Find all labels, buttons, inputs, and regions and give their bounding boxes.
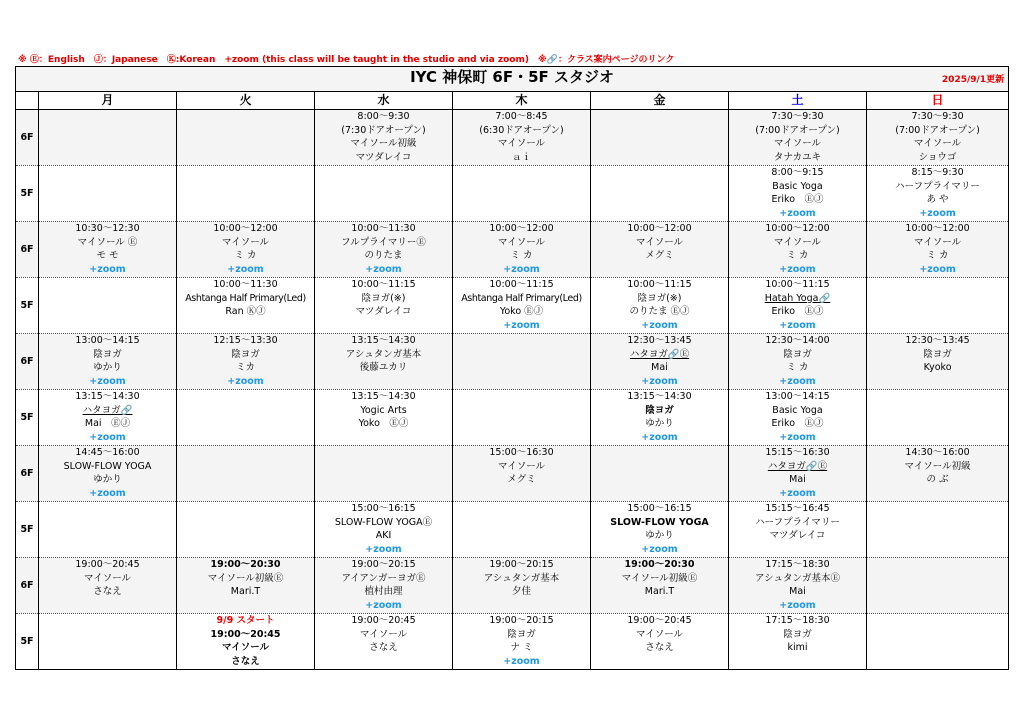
class-detail: マイソール [359, 628, 408, 640]
class-time: 15:00～16:15 [351, 503, 416, 514]
class-cell-mon [39, 222, 177, 278]
schedule-row [16, 110, 1009, 166]
class-detail: ミカ [235, 362, 255, 373]
class-cell-fri [591, 334, 729, 390]
class-cell-sun [867, 166, 1009, 222]
day-header-sat: 土 [729, 92, 867, 110]
class-detail: マツダレイコ [769, 530, 826, 541]
class-cell-mon [39, 558, 177, 614]
class-time: 10:00～12:00 [765, 223, 830, 234]
class-cell-tue [177, 390, 315, 446]
class-cell-mon [39, 278, 177, 334]
floor-label: 5F [16, 166, 39, 222]
class-detail: ゆかり [645, 530, 674, 541]
class-time: 19:00～20:30 [210, 559, 281, 570]
class-cell-tue [177, 166, 315, 222]
class-detail: ゆかり [93, 474, 122, 485]
class-time: 10:00～12:00 [489, 223, 554, 234]
class-cell-sun [867, 110, 1009, 166]
floor-label: 6F [16, 334, 39, 390]
class-cell-wed [315, 390, 453, 446]
schedule-row [16, 166, 1009, 222]
floor-label: 5F [16, 502, 39, 558]
class-detail: SLOW-FLOW YOGAⒺ [334, 516, 433, 528]
class-cell-tue [177, 502, 315, 558]
class-cell-wed [315, 502, 453, 558]
class-cell-sun [867, 502, 1009, 558]
class-time: 10:00～12:00 [213, 223, 278, 234]
class-detail: 陰ヨガ [783, 348, 812, 360]
class-detail: ナ ミ [510, 642, 533, 653]
page-title: IYC 神保町 6F・5F スタジオ [410, 68, 615, 87]
class-detail: Mai ⒺⒿ [84, 418, 131, 429]
class-cell-fri [591, 278, 729, 334]
class-detail: kimi [787, 642, 808, 653]
zoom-badge: +zoom [365, 263, 402, 275]
class-time: 15:15～16:45 [765, 503, 830, 514]
floor-label: 5F [16, 278, 39, 334]
class-cell-fri [591, 446, 729, 502]
class-detail: フルプライマリーⒺ [341, 236, 426, 248]
class-cell-sat [729, 502, 867, 558]
class-detail: Basic Yoga [772, 404, 823, 416]
class-detail: ａｉ [511, 151, 531, 163]
class-detail: (7:00ドアオープン) [755, 124, 840, 136]
schedule-row [16, 614, 1009, 670]
class-cell-tue [177, 558, 315, 614]
schedule-row [16, 502, 1009, 558]
class-link[interactable]: ハタヨガ🔗Ⓔ [629, 348, 690, 360]
schedule-row [16, 446, 1009, 502]
class-detail: SLOW-FLOW YOGA [610, 516, 709, 528]
class-detail: マツダレイコ [355, 151, 412, 163]
class-cell-sat [729, 222, 867, 278]
class-detail: Yoko ⒺⒿ [358, 418, 409, 429]
class-time: 10:00～12:00 [627, 223, 692, 234]
class-detail: 陰ヨガ [923, 348, 952, 360]
class-time: 14:30～16:00 [905, 447, 970, 458]
zoom-badge: +zoom [89, 375, 126, 387]
class-detail: Eriko ⒺⒿ [771, 306, 824, 317]
corner-cell [16, 92, 39, 110]
class-detail: マイソール [913, 236, 962, 248]
class-cell-tue [177, 334, 315, 390]
zoom-badge: +zoom [89, 431, 126, 443]
class-time: 7:30～9:30 [771, 111, 824, 122]
schedule-row [16, 558, 1009, 614]
class-cell-wed [315, 222, 453, 278]
class-cell-wed [315, 110, 453, 166]
class-time: 13:00～14:15 [765, 391, 830, 402]
zoom-badge: +zoom [919, 207, 956, 219]
class-cell-wed [315, 166, 453, 222]
updated-date: 2025/9/1更新 [941, 75, 1005, 85]
class-cell-mon [39, 446, 177, 502]
class-detail: Ashtanga Half Primary(Led) [461, 292, 582, 304]
class-time: 12:30～14:00 [765, 335, 830, 346]
class-cell-fri [591, 558, 729, 614]
class-time: 12:30～13:45 [627, 335, 692, 346]
class-detail: 夕佳 [511, 586, 531, 597]
zoom-badge: +zoom [503, 655, 540, 667]
zoom-badge: +zoom [779, 431, 816, 443]
class-cell-mon [39, 110, 177, 166]
class-time: 10:00～11:15 [765, 279, 830, 290]
class-detail: マイソール [773, 236, 822, 248]
class-cell-tue [177, 446, 315, 502]
day-header-row [16, 92, 1009, 110]
class-detail: 後藤ユカリ [359, 362, 408, 373]
class-cell-sat [729, 278, 867, 334]
class-detail: ハーフプライマリー [755, 516, 840, 528]
class-detail: のりたま ⒺⒿ [629, 306, 690, 317]
class-cell-sun [867, 614, 1009, 670]
class-time: 13:15～14:30 [627, 391, 692, 402]
class-cell-tue [177, 278, 315, 334]
class-detail: メグミ [645, 250, 674, 261]
zoom-badge: +zoom [779, 263, 816, 275]
class-detail: アイアンガーヨガⒺ [341, 572, 426, 584]
class-detail: Ran ⓀⒿ [225, 306, 266, 317]
class-time: 10:00～11:15 [351, 279, 416, 290]
class-detail: さなえ [369, 642, 398, 653]
day-header-tue: 火 [177, 92, 315, 110]
class-detail: マイソール [83, 572, 132, 584]
class-detail: Yogic Arts [360, 404, 407, 416]
class-cell-wed [315, 334, 453, 390]
schedule-row [16, 390, 1009, 446]
legend-note: ※ Ⓔ：English Ⓙ：Japanese Ⓚ:Korean +zoom (this class will be taught in the studio and via zoom) ※🔗：クラス案内ページのリンク [18, 55, 675, 65]
class-detail: Kyoko [923, 362, 952, 373]
class-cell-thu [453, 390, 591, 446]
class-detail: Basic Yoga [772, 180, 823, 192]
class-detail: 19:00～20:45 [210, 628, 281, 640]
class-cell-thu [453, 502, 591, 558]
floor-label: 6F [16, 558, 39, 614]
class-time: 10:00～11:15 [489, 279, 554, 290]
class-cell-sat [729, 166, 867, 222]
class-cell-thu [453, 558, 591, 614]
class-cell-thu [453, 334, 591, 390]
zoom-badge: +zoom [779, 375, 816, 387]
class-time: 8:00～9:30 [357, 111, 410, 122]
zoom-badge: +zoom [227, 375, 264, 387]
floor-label: 6F [16, 110, 39, 166]
class-link[interactable]: ハタヨガ🔗 [82, 404, 133, 416]
class-detail: (7:00ドアオープン) [895, 124, 980, 136]
class-cell-sun [867, 334, 1009, 390]
class-detail: マイソール [221, 236, 270, 248]
class-time: 13:15～14:30 [75, 391, 140, 402]
class-time: 12:15～13:30 [213, 335, 278, 346]
zoom-badge: +zoom [779, 207, 816, 219]
zoom-badge: +zoom [779, 599, 816, 611]
class-time: 10:00～11:30 [213, 279, 278, 290]
class-detail: のりたま [364, 250, 403, 261]
class-cell-mon [39, 334, 177, 390]
class-detail: 陰ヨガ(※) [637, 292, 682, 304]
day-header-sun: 日 [867, 92, 1009, 110]
class-cell-thu [453, 614, 591, 670]
schedule-row [16, 222, 1009, 278]
class-detail: ミ カ [234, 250, 257, 261]
class-detail: ミ カ [786, 250, 809, 261]
class-detail: マイソール [497, 138, 546, 149]
class-time: 19:00～20:30 [624, 559, 695, 570]
class-detail: マイソール Ⓔ [77, 236, 138, 248]
title-cell [16, 67, 1009, 92]
class-detail: マイソール [635, 236, 684, 248]
class-cell-sun [867, 446, 1009, 502]
class-detail: マイソール [497, 460, 546, 472]
class-cell-fri [591, 166, 729, 222]
schedule-table [15, 66, 1009, 670]
class-detail: Eriko ⒺⒿ [771, 418, 824, 429]
class-time: 19:00～20:15 [489, 615, 554, 626]
class-cell-wed [315, 558, 453, 614]
class-time: 7:30～9:30 [911, 111, 964, 122]
class-cell-sat [729, 614, 867, 670]
class-detail: ゆかり [93, 362, 122, 373]
class-detail: マイソール [773, 138, 822, 149]
zoom-badge: +zoom [641, 543, 678, 555]
class-detail: マイソール初級Ⓔ [621, 572, 698, 584]
class-cell-thu [453, 166, 591, 222]
class-cell-mon [39, 614, 177, 670]
zoom-badge: +zoom [641, 375, 678, 387]
floor-label: 5F [16, 390, 39, 446]
zoom-badge: +zoom [641, 431, 678, 443]
class-detail: ハーフプライマリー [895, 180, 980, 192]
class-time: 10:00～12:00 [905, 223, 970, 234]
class-detail: 陰ヨガ [645, 404, 674, 416]
schedule-row [16, 334, 1009, 390]
class-detail: アシュタンガ基本Ⓔ [755, 572, 840, 584]
class-detail: ミ カ [786, 362, 809, 373]
class-time: 7:00～8:45 [495, 111, 548, 122]
class-detail: メグミ [507, 474, 536, 485]
class-detail: Ashtanga Half Primary(Led) [185, 292, 306, 304]
class-time: 10:00～11:30 [351, 223, 416, 234]
class-detail: 植村由理 [364, 586, 403, 597]
day-header-fri: 金 [591, 92, 729, 110]
floor-label: 5F [16, 614, 39, 670]
class-detail: さなえ [231, 655, 260, 667]
class-detail: モ モ [96, 250, 119, 261]
class-detail: マイソール [913, 138, 962, 149]
zoom-badge: +zoom [779, 487, 816, 499]
class-time: 15:15～16:30 [765, 447, 830, 458]
class-detail: アシュタンガ基本 [345, 348, 422, 360]
class-time: 10:00～11:15 [627, 279, 692, 290]
zoom-badge: +zoom [365, 599, 402, 611]
class-cell-mon [39, 502, 177, 558]
class-detail: マイソール [497, 236, 546, 248]
class-cell-sat [729, 110, 867, 166]
class-detail: 陰ヨガ [783, 628, 812, 640]
class-time: 15:00～16:15 [627, 503, 692, 514]
class-detail: Mai [789, 474, 806, 485]
class-cell-sun [867, 558, 1009, 614]
schedule-row [16, 278, 1009, 334]
class-cell-sat [729, 558, 867, 614]
class-link[interactable]: Hatah Yoga🔗 [764, 292, 831, 304]
class-time: 10:30～12:30 [75, 223, 140, 234]
class-detail: (7:30ドアオープン) [341, 124, 426, 136]
zoom-badge: +zoom [919, 263, 956, 275]
class-detail: あ や [926, 194, 949, 205]
zoom-badge: +zoom [365, 543, 402, 555]
class-detail: Yoko ⒺⒿ [499, 306, 544, 317]
zoom-badge: +zoom [89, 263, 126, 275]
class-detail: Mai [651, 362, 668, 373]
class-detail: Mai [789, 586, 806, 597]
class-time: 19:00～20:15 [351, 559, 416, 570]
class-detail: アシュタンガ基本 [483, 572, 560, 584]
class-detail: さなえ [93, 586, 122, 597]
class-cell-thu [453, 278, 591, 334]
class-cell-thu [453, 446, 591, 502]
class-cell-sat [729, 390, 867, 446]
class-cell-sun [867, 390, 1009, 446]
class-cell-sun [867, 222, 1009, 278]
class-detail: Mari.T [644, 586, 675, 597]
class-time: 17:15～18:30 [765, 615, 830, 626]
class-detail: ミ カ [510, 250, 533, 261]
class-cell-sat [729, 334, 867, 390]
class-detail: マイソール [221, 642, 270, 653]
zoom-badge: +zoom [503, 319, 540, 331]
class-detail: マツダレイコ [355, 306, 412, 317]
class-detail: マイソール [635, 628, 684, 640]
class-cell-fri [591, 390, 729, 446]
class-time: 13:15～14:30 [351, 391, 416, 402]
class-cell-wed [315, 446, 453, 502]
class-link[interactable]: ハタヨガ🔗Ⓔ [767, 460, 828, 472]
class-cell-tue [177, 110, 315, 166]
class-detail: マイソール初級Ⓔ [207, 572, 284, 584]
class-time: 8:15～9:30 [911, 167, 964, 178]
class-detail: マイソール初級 [904, 460, 971, 472]
class-time: 13:15～14:30 [351, 335, 416, 346]
class-time: 19:00～20:45 [75, 559, 140, 570]
class-cell-fri [591, 110, 729, 166]
class-detail: さなえ [645, 642, 674, 653]
zoom-badge: +zoom [503, 263, 540, 275]
day-header-thu: 木 [453, 92, 591, 110]
class-time: 15:00～16:30 [489, 447, 554, 458]
day-header-mon: 月 [39, 92, 177, 110]
class-time: 17:15～18:30 [765, 559, 830, 570]
class-time: 13:00～14:15 [75, 335, 140, 346]
start-notice: 9/9 スタート [216, 615, 275, 626]
class-detail: Eriko ⒺⒿ [771, 194, 824, 205]
class-cell-fri [591, 222, 729, 278]
class-cell-sat [729, 446, 867, 502]
class-detail: SLOW-FLOW YOGA [63, 460, 152, 472]
class-cell-mon [39, 166, 177, 222]
class-cell-fri [591, 502, 729, 558]
class-detail: ミ カ [926, 250, 949, 261]
class-cell-thu [453, 222, 591, 278]
zoom-badge: +zoom [641, 319, 678, 331]
class-cell-sun [867, 278, 1009, 334]
class-detail: Mari.T [230, 586, 261, 597]
class-cell-wed [315, 278, 453, 334]
class-detail: マイソール初級 [350, 138, 417, 149]
class-detail: 陰ヨガ [93, 348, 122, 360]
class-detail: 陰ヨガ(※) [361, 292, 406, 304]
class-detail: (6:30ドアオープン) [479, 124, 564, 136]
class-detail: の ぶ [926, 474, 949, 485]
class-detail: 陰ヨガ [507, 628, 536, 640]
class-time: 19:00～20:45 [627, 615, 692, 626]
class-cell-thu [453, 110, 591, 166]
class-detail: AKI [375, 530, 392, 541]
class-detail: ショウゴ [918, 151, 957, 163]
class-time: 8:00～9:15 [771, 167, 824, 178]
class-time: 14:45～16:00 [75, 447, 140, 458]
class-detail: タナカユキ [773, 151, 822, 163]
class-time: 19:00～20:15 [489, 559, 554, 570]
floor-label: 6F [16, 222, 39, 278]
class-cell-tue [177, 222, 315, 278]
class-detail: 陰ヨガ [231, 348, 260, 360]
class-time: 19:00～20:45 [351, 615, 416, 626]
zoom-badge: +zoom [89, 487, 126, 499]
class-cell-tue [177, 614, 315, 670]
class-cell-wed [315, 614, 453, 670]
zoom-badge: +zoom [779, 319, 816, 331]
day-header-wed: 水 [315, 92, 453, 110]
floor-label: 6F [16, 446, 39, 502]
class-cell-mon [39, 390, 177, 446]
class-time: 12:30～13:45 [905, 335, 970, 346]
zoom-badge: +zoom [227, 263, 264, 275]
class-cell-fri [591, 614, 729, 670]
class-detail: ゆかり [645, 418, 674, 429]
